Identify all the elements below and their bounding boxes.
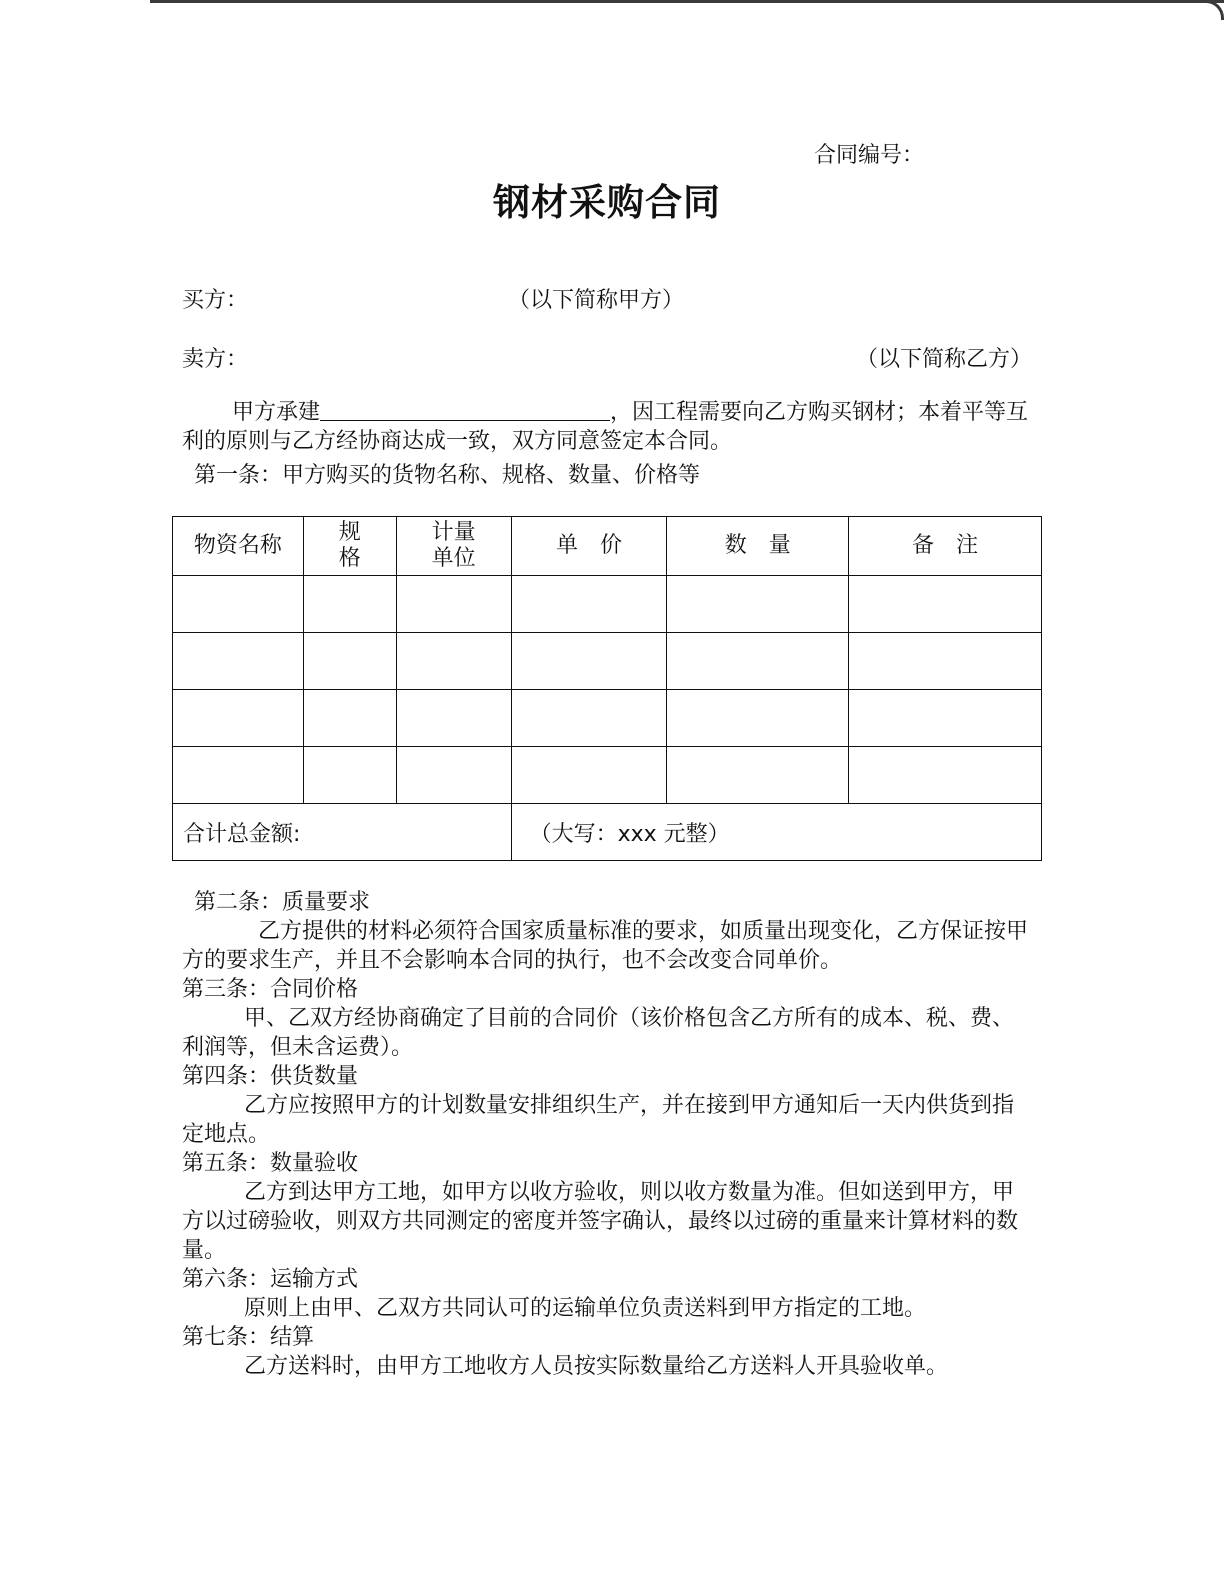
intro-paragraph xyxy=(182,398,1032,456)
table-cell[interactable] xyxy=(396,690,511,747)
table-cell[interactable] xyxy=(303,747,396,804)
table-cell[interactable] xyxy=(849,690,1042,747)
table-cell[interactable] xyxy=(849,576,1042,633)
seller-label: 卖方： xyxy=(182,347,249,372)
table-row xyxy=(173,747,1042,804)
table-cell[interactable] xyxy=(849,633,1042,690)
article-6-text: 原则上由甲、乙双方共同认可的运输单位负责送料到甲方指定的工地。 xyxy=(244,1296,927,1321)
article-3-heading: 第三条：合同价格 xyxy=(182,977,359,1002)
table-cell[interactable] xyxy=(173,576,304,633)
table-cell[interactable] xyxy=(396,633,511,690)
table-cell[interactable] xyxy=(303,633,396,690)
table-cell[interactable] xyxy=(667,633,849,690)
article-1-heading: 第一条：甲方购买的货物名称、规格、数量、价格等 xyxy=(194,463,701,488)
project-name-blank xyxy=(320,400,610,421)
header-remark: 备 注 xyxy=(849,517,1042,576)
table-cell[interactable] xyxy=(396,747,511,804)
table-header-row xyxy=(173,517,1042,576)
article-2-heading: 第二条：质量要求 xyxy=(194,890,371,915)
header-quantity: 数 量 xyxy=(667,517,849,576)
table-cell[interactable] xyxy=(667,747,849,804)
intro-suffix: ，因工程需要向乙方购买钢材；本着平等互利的原则与乙方经协商达成一致，双方同意签定本合同。 xyxy=(182,400,1029,454)
buyer-note: （以下简称甲方） xyxy=(508,288,685,313)
article-5-text: 乙方到达甲方工地，如甲方以收方验收，则以收方数量为准。但如送到甲方，甲方以过磅验收，则双方共同测定的密度并签字确认，最终以过磅的重量来计算材料的数量。 xyxy=(182,1180,1019,1263)
table-cell[interactable] xyxy=(303,576,396,633)
intro-prefix: 甲方承建 xyxy=(232,400,321,425)
article-4-heading: 第四条：供货数量 xyxy=(182,1064,359,1089)
table-cell[interactable] xyxy=(511,747,667,804)
table-row xyxy=(173,633,1042,690)
header-unit xyxy=(396,517,511,576)
table-cell[interactable] xyxy=(511,690,667,747)
articles-section xyxy=(182,888,1032,1381)
article-5-heading: 第五条：数量验收 xyxy=(182,1151,359,1176)
table-cell[interactable] xyxy=(173,690,304,747)
article-2-text: 乙方提供的材料必须符合国家质量标准的要求，如质量出现变化，乙方保证按甲方的要求生产，并且不会影响本合同的执行，也不会改变合同单价。 xyxy=(182,919,1029,973)
page-corner xyxy=(1204,0,1224,20)
header-unit-line-2: 单位 xyxy=(431,546,476,571)
article-4-text: 乙方应按照甲方的计划数量安排组织生产，并在接到甲方通知后一天内供货到指定地点。 xyxy=(182,1093,1015,1147)
table-cell[interactable] xyxy=(173,633,304,690)
seller-note: （以下简称乙方） xyxy=(855,347,1032,372)
header-spec-line-1: 规 xyxy=(338,520,361,545)
table-cell[interactable] xyxy=(667,576,849,633)
table-row xyxy=(173,690,1042,747)
article-6-heading: 第六条：运输方式 xyxy=(182,1267,359,1292)
article-7-heading: 第七条：结算 xyxy=(182,1325,315,1350)
header-material-name: 物资名称 xyxy=(173,517,304,576)
header-unit-price: 单 价 xyxy=(511,517,667,576)
table-cell[interactable] xyxy=(849,747,1042,804)
total-amount-label: 合计总金额: xyxy=(173,804,512,861)
goods-table xyxy=(172,516,1042,861)
document-title: 钢材采购合同 xyxy=(493,181,721,224)
table-cell[interactable] xyxy=(667,690,849,747)
total-amount-words: （大写：xxx 元整） xyxy=(511,804,1041,861)
header-spec-line-2: 格 xyxy=(338,546,361,571)
header-spec xyxy=(303,517,396,576)
table-cell[interactable] xyxy=(173,747,304,804)
article-7-text: 乙方送料时，由甲方工地收方人员按实际数量给乙方送料人开具验收单。 xyxy=(244,1354,949,1379)
total-row xyxy=(173,804,1042,861)
contract-number-label: 合同编号： xyxy=(814,143,925,168)
article-3-text: 甲、乙双方经协商确定了目前的合同价（该价格包含乙方所有的成本、税、费、利润等，但未含运费）。 xyxy=(182,1006,1015,1060)
page-top-edge xyxy=(150,0,1224,3)
table-cell[interactable] xyxy=(511,633,667,690)
header-unit-line-1: 计量 xyxy=(431,520,476,545)
table-cell[interactable] xyxy=(396,576,511,633)
table-cell[interactable] xyxy=(303,690,396,747)
table-cell[interactable] xyxy=(511,576,667,633)
buyer-label: 买方： xyxy=(182,288,249,313)
table-row xyxy=(173,576,1042,633)
